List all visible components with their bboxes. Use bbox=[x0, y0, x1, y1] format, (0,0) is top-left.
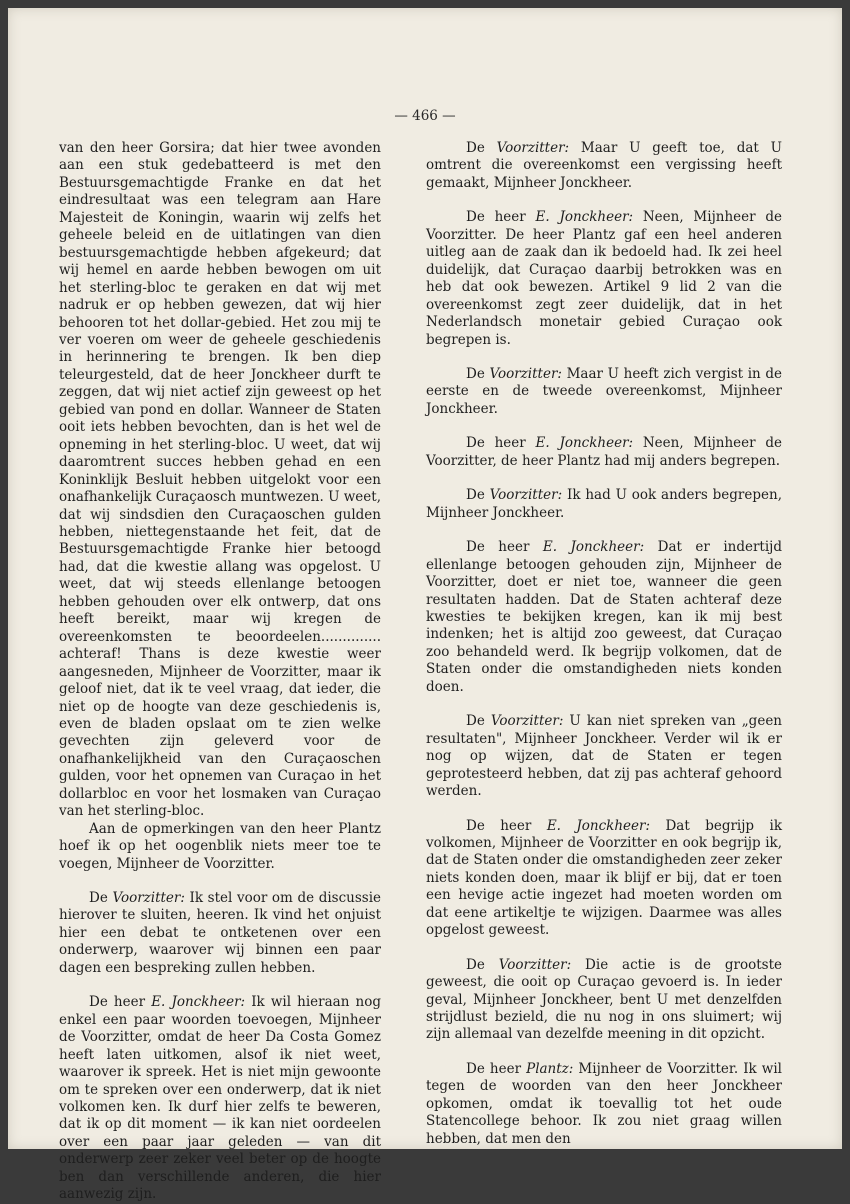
page-number: — 466 — bbox=[394, 108, 456, 124]
speech: De heer Plantz: Mijnheer de Voorzitter. Ik wil tegen de woorden van den heer Jonckheer opkomen, omdat ik toevallig tot het oude Statencollege behoor. Ik zou niet graag willen hebben, dat men den bbox=[426, 1060, 782, 1147]
speaker-role: Voorzitter: bbox=[490, 713, 564, 730]
speech-jonckheer: De heer E. Jonckheer: Ik wil hieraan nog enkel een paar woorden toevoegen, Mijnheer de Voorzitter, omdat de heer Da Costa Gomez heeft laten uitkomen, alsof ik niet weet, waarover ik spreek. Het is niet mijn gewoonte om te spreken over een onderwerp, dat ik niet volkomen ken. Ik durf hier zelfs te beweren, dat ik op dit moment — ik kan niet oordeelen over een paar jaar geleden — van dit onderwerp zeer zeker veel beter op de hoogte ben dan verschillende anderen, die hier aanwezig zijn. bbox=[59, 994, 381, 1203]
document-page bbox=[8, 8, 842, 1203]
right-column bbox=[426, 140, 782, 1148]
paragraph: Aan de opmerkingen van den heer Plantz hoef ik op het oogenblik niets meer toe te voegen, Mijnheer de Voorzitter. bbox=[59, 820, 381, 872]
speaker-role: E. Jonckheer: bbox=[542, 539, 645, 556]
left-column bbox=[59, 140, 381, 1204]
speaker-role: Voorzitter: bbox=[489, 365, 562, 382]
speaker-role: Voorzitter: bbox=[496, 140, 570, 156]
speech: De Voorzitter: Maar U geeft toe, dat U omtrent die overeenkomst een vergissing heeft gemaakt, Mijnheer Jonckheer. bbox=[426, 140, 782, 191]
speaker-role: Plantz: bbox=[526, 1060, 574, 1077]
speaker-role: Voorzitter: bbox=[112, 890, 185, 907]
speech: De heer E. Jonckheer: Neen, Mijnheer de Voorzitter, de heer Plantz had mij anders begrepen. bbox=[426, 435, 782, 469]
speaker-role: E. Jonckheer: bbox=[535, 209, 634, 226]
speech: De Voorzitter: U kan niet spreken van „geen resultaten", Mijnheer Jonckheer. Verder wil ik er nog op wijzen, dat de Staten er tegen geprotesteerd hebben, dat zij pas achteraf gehoord werden. bbox=[426, 713, 782, 800]
speech: De heer E. Jonckheer: Neen, Mijnheer de Voorzitter. De heer Plantz gaf een heel anderen uitleg aan de zaak dan ik bedoeld had. Ik zei heel duidelijk, dat Curaçao daarbij betrokken was en heb dat ook bewezen. Artikel 9 lid 2 van die overeenkomst zegt zeer duidelijk, dat in het Nederlandsch monetair gebied Curaçao ook begrepen is. bbox=[426, 209, 782, 348]
speaker-role: E. Jonckheer: bbox=[535, 435, 634, 452]
speaker-role: Voorzitter: bbox=[498, 956, 572, 973]
speech: De heer E. Jonckheer: Dat er indertijd ellenlange betoogen gehouden zijn, Mijnheer de Voorzitter, doet er niet toe, wanneer die geen resultaten hadden. Dat de Staten achteraf deze kwesties te bekijken kregen, kan ik mij best indenken; het is altijd zoo geweest, dat Curaçao zoo behandeld werd. Ik begrijp volkomen, dat de Staten onder die omstandigheden niets konden doen. bbox=[426, 539, 782, 695]
speech-voorzitter: De Voorzitter: Ik stel voor om de discussie hierover te sluiten, heeren. Ik vind het onjuist hier een debat te ontketenen over een onderwerp, waarover wij binnen een paar dagen een bespreking zullen hebben. bbox=[59, 890, 382, 976]
paragraph-continuation: van den heer Gorsira; dat hier twee avonden aan een stuk gedebatteerd is met den Bestuursgemachtigde Franke en dat het eindresultaat was een telegram aan Hare Majesteit de Koningin, waarin wij zelfs het geheele beleid en de uitlatingen van dien bestuursgemachtigde hebben afgekeurd; dat wij hemel en aarde hebben bewogen om uit het sterling-bloc te geraken en dat wij met nadruk er op hebben gewezen, dat wij hier behooren tot het dollar-gebied. Het zou mij te ver voeren om weer de geheele geschiedenis in herinnering te brengen. Ik ben diep teleurgesteld, dat de heer Jonckheer durft te zeggen, dat wij niet actief zijn geweest op het gebied van pond en dollar. Wanneer de Staten ooit iets hebben bevochten, dan is het wel de opneming in het sterling-bloc. U weet, dat wij daaromtrent succes hebben gehad en een Koninklijk Besluit hebben uitgelokt voor een onafhankelijk Curaçaosch muntwezen. U weet, dat wij sindsdien den Curaçaoschen gulden hebben, niettegenstaande het feit, dat de Bestuursgemachtigde Franke hier betoogd had, dat die kwestie allang was opgelost. U weet, dat wij steeds ellenlange betoogen hebben gehouden over elk ontwerp, dat ons heeft bereikt, maar wij kregen de overeenkomsten te beoordeelen.............. achteraf! Thans is deze kwestie weer aangesneden, Mijnheer de Voorzitter, maar ik geloof niet, dat ik te veel vraag, dat ieder, die niet op de hoogte van deze geschiedenis is, even de bladen opslaat om te zien welke gevechten zijn geleverd voor de onafhankelijkheid van den Curaçaoschen gulden, voor het opnemen van Curaçao in het dollarbloc en voor het losmaken van Curaçao van het sterling-bloc. bbox=[59, 140, 381, 820]
speech: De Voorzitter: Die actie is de grootste geweest, die ooit op Curaçao gevoerd is. In ieder geval, Mijnheer Jonckheer, bent U met denzelfden strijdlust bezield, die nu nog in ons sluimert; wij zijn allemaal van dezelfde meening in dit opzicht. bbox=[426, 956, 782, 1043]
speech: De heer E. Jonckheer: Dat begrijp ik volkomen, Mijnheer de Voorzitter en ook begrijp ik, dat de Staten onder die omstandigheden zeer zeker niets konden doen, maar ik blijf er bij, dat er toen een hevige actie ingezet had moeten worden om dat eene artikeltje te wijzigen. Daarmee was alles opgelost geweest. bbox=[426, 817, 783, 939]
speech: De Voorzitter: Ik had U ook anders begrepen, Mijnheer Jonckheer. bbox=[426, 487, 782, 521]
speaker-role: E. Jonckheer: bbox=[546, 817, 651, 834]
speaker-role: Voorzitter: bbox=[489, 487, 563, 504]
speaker-role: E. Jonckheer: bbox=[151, 994, 246, 1011]
speech: De Voorzitter: Maar U heeft zich vergist in de eerste en de tweede overeenkomst, Mijnheer Jonckheer. bbox=[426, 365, 782, 417]
